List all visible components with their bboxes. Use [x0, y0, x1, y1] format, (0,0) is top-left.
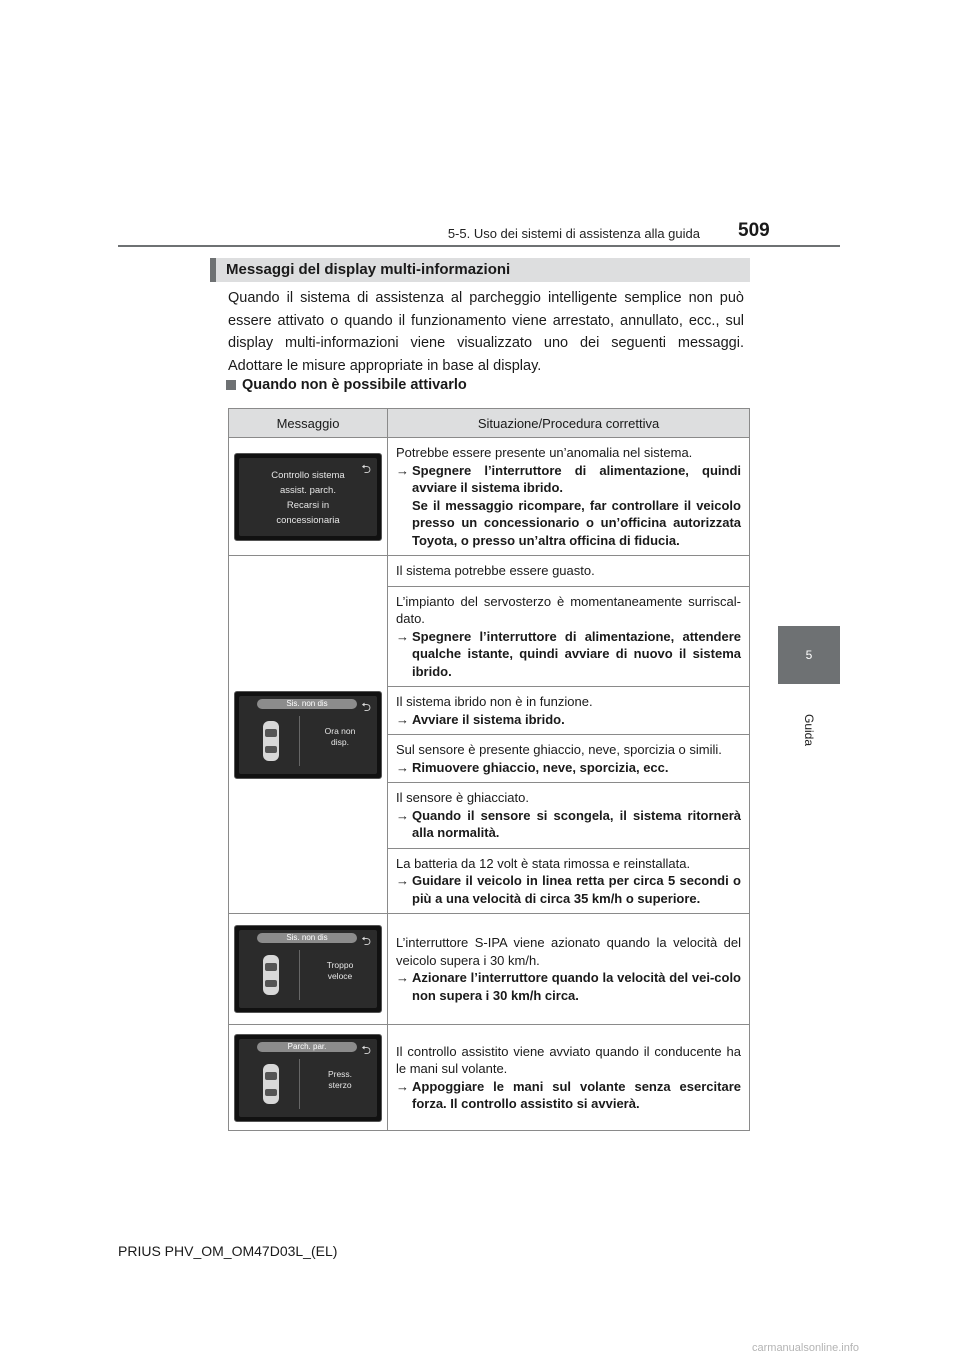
action-item: [396, 711, 741, 729]
arrow-icon: →: [396, 628, 409, 644]
action-continuation: Se il messaggio ricompare, far controllare il veicolo presso un concessionario o un’officina autorizzata Toyota, o presso un’altra officina di fiducia.: [412, 497, 741, 548]
action-item: [396, 969, 741, 1004]
watermark: carmanualsonline.info: [752, 1342, 860, 1354]
chapter-label: [778, 700, 840, 760]
screen-message: Controllo sistema assist. parch. Recarsi in concessionaria: [271, 469, 345, 526]
action-text: Spegnere l’interruttore di alimentazione, attendere qualche istante, quindi avviare di nuovo il sistema ibrido.: [412, 628, 741, 679]
action-item: [396, 807, 741, 842]
display-screen-too-fast: [234, 925, 382, 1013]
square-bullet-icon: [226, 380, 236, 390]
situation-cell: [388, 735, 750, 783]
situation-cell: [388, 914, 750, 1025]
arrow-icon: →: [396, 711, 409, 727]
message-cell: [229, 438, 388, 556]
section-title-bar: [210, 258, 750, 282]
running-header-section: 5-5. Uso dei sistemi di assistenza alla guida: [447, 226, 700, 241]
subheading: [226, 377, 467, 393]
situation-cell: [388, 556, 750, 587]
situation-text: Il sistema potrebbe essere guasto.: [396, 563, 595, 578]
action-text: Rimuovere ghiaccio, neve, sporcizia, ecc.: [412, 759, 669, 775]
intro-paragraph: Quando il sistema di assistenza al parcheggio intelligente semplice non può essere attivato o quando il funzionamento viene arrestato, annullato, ecc., sul display multi-informazioni viene visualizzato uno dei seguenti messaggi. Adottare le misure appropriate in base al display.: [228, 290, 744, 374]
situation-cell: [388, 438, 750, 556]
message-cell: [229, 1025, 388, 1131]
display-screen-not-available: [234, 691, 382, 779]
table-row: [229, 914, 750, 1025]
action-item: [396, 872, 741, 907]
situation-text: Sul sensore è presente ghiaccio, neve, sporcizia o simili.: [396, 742, 722, 757]
return-icon: ⮌: [361, 461, 371, 476]
situation-text: Il sensore è ghiacciato.: [396, 790, 529, 805]
screen-divider: [299, 716, 300, 766]
screen-divider: [299, 1059, 300, 1109]
table-row: [229, 556, 750, 587]
action-text: Guidare il veicolo in linea retta per circa 5 secondi o più a una velocità di circa 35 km/h o superiore.: [412, 873, 741, 906]
screen-message: Press. sterzo: [327, 1068, 353, 1090]
arrow-icon: →: [396, 462, 409, 478]
action-text: Quando il sensore si scongela, il sistema ritornerà alla normalità.: [412, 807, 741, 840]
message-cell: [229, 556, 388, 914]
footer-document-code: PRIUS PHV_OM_OM47D03L_(EL): [118, 1243, 338, 1259]
display-screen-system-check: [234, 453, 382, 541]
arrow-icon: →: [396, 873, 409, 888]
action-item: [396, 628, 741, 681]
car-top-view-icon: [261, 954, 281, 996]
page-number: 509: [738, 220, 770, 241]
chapter-label-text: Guida: [802, 713, 816, 747]
arrow-icon: →: [396, 759, 409, 775]
car-top-view-icon: [261, 1063, 281, 1105]
arrow-icon: →: [396, 807, 409, 823]
action-item: [396, 759, 741, 777]
title-accent: [210, 258, 216, 282]
message-cell: [229, 914, 388, 1025]
chapter-number: 5: [805, 648, 813, 662]
screen-status-bar: Sis. non dis: [257, 699, 357, 709]
header-rule: [118, 245, 840, 247]
screen-message: Troppo veloce: [326, 960, 354, 981]
situation-cell: [388, 848, 750, 914]
section-title: Messaggi del display multi-informazioni: [226, 261, 511, 278]
table-header-row: [229, 409, 750, 438]
action-item: [396, 462, 741, 497]
action-text: Azionare l’interruttore quando la velocità del vei-colo non supera i 30 km/h circa.: [412, 970, 741, 1003]
messages-table: [228, 408, 750, 1131]
screen-status-bar: Sis. non dis: [257, 933, 357, 943]
screen-divider: [299, 950, 300, 1000]
situation-text: L’interruttore S-IPA viene azionato quando la velocità del veicolo supera i 30 km/h.: [396, 935, 741, 968]
situation-cell: [388, 1025, 750, 1131]
situation-text: Potrebbe essere presente un’anomalia nel sistema.: [396, 445, 693, 460]
return-icon: ⮌: [361, 934, 371, 948]
screen-status-bar: Parch. par.: [257, 1042, 357, 1052]
col-header-situation: Situazione/Procedura correttiva: [388, 409, 750, 438]
screen-message: Ora non disp.: [324, 725, 356, 747]
situation-text: L’impianto del servosterzo è momentaneamente surriscal-dato.: [396, 593, 741, 626]
arrow-icon: →: [396, 970, 409, 985]
chapter-tab: [778, 626, 840, 684]
arrow-icon: →: [396, 1078, 409, 1094]
action-text: Appoggiare le mani sul volante senza esercitare forza. Il controllo assistito si avvierà.: [412, 1078, 741, 1111]
situation-cell: [388, 687, 750, 735]
return-icon: ⮌: [361, 1042, 371, 1057]
situation-text: Il controllo assistito viene avviato quando il conducente ha le mani sul volante.: [396, 1043, 741, 1076]
col-header-message: Messaggio: [229, 409, 388, 438]
action-text: Avviare il sistema ibrido.: [412, 711, 565, 727]
situation-cell: [388, 586, 750, 687]
car-top-view-icon: [261, 720, 281, 762]
return-icon: ⮌: [361, 699, 371, 714]
situation-text: La batteria da 12 volt è stata rimossa e reinstallata.: [396, 855, 691, 871]
action-text: Spegnere l’interruttore di alimentazione, quindi avviare il sistema ibrido.: [412, 462, 741, 495]
subheading-text: Quando non è possibile attivarlo: [242, 377, 467, 393]
table-row: [229, 438, 750, 556]
display-screen-press-steering: [234, 1034, 382, 1122]
situation-text: Il sistema ibrido non è in funzione.: [396, 694, 593, 709]
action-item: [396, 1078, 741, 1113]
situation-cell: [388, 783, 750, 849]
table-row: [229, 1025, 750, 1131]
